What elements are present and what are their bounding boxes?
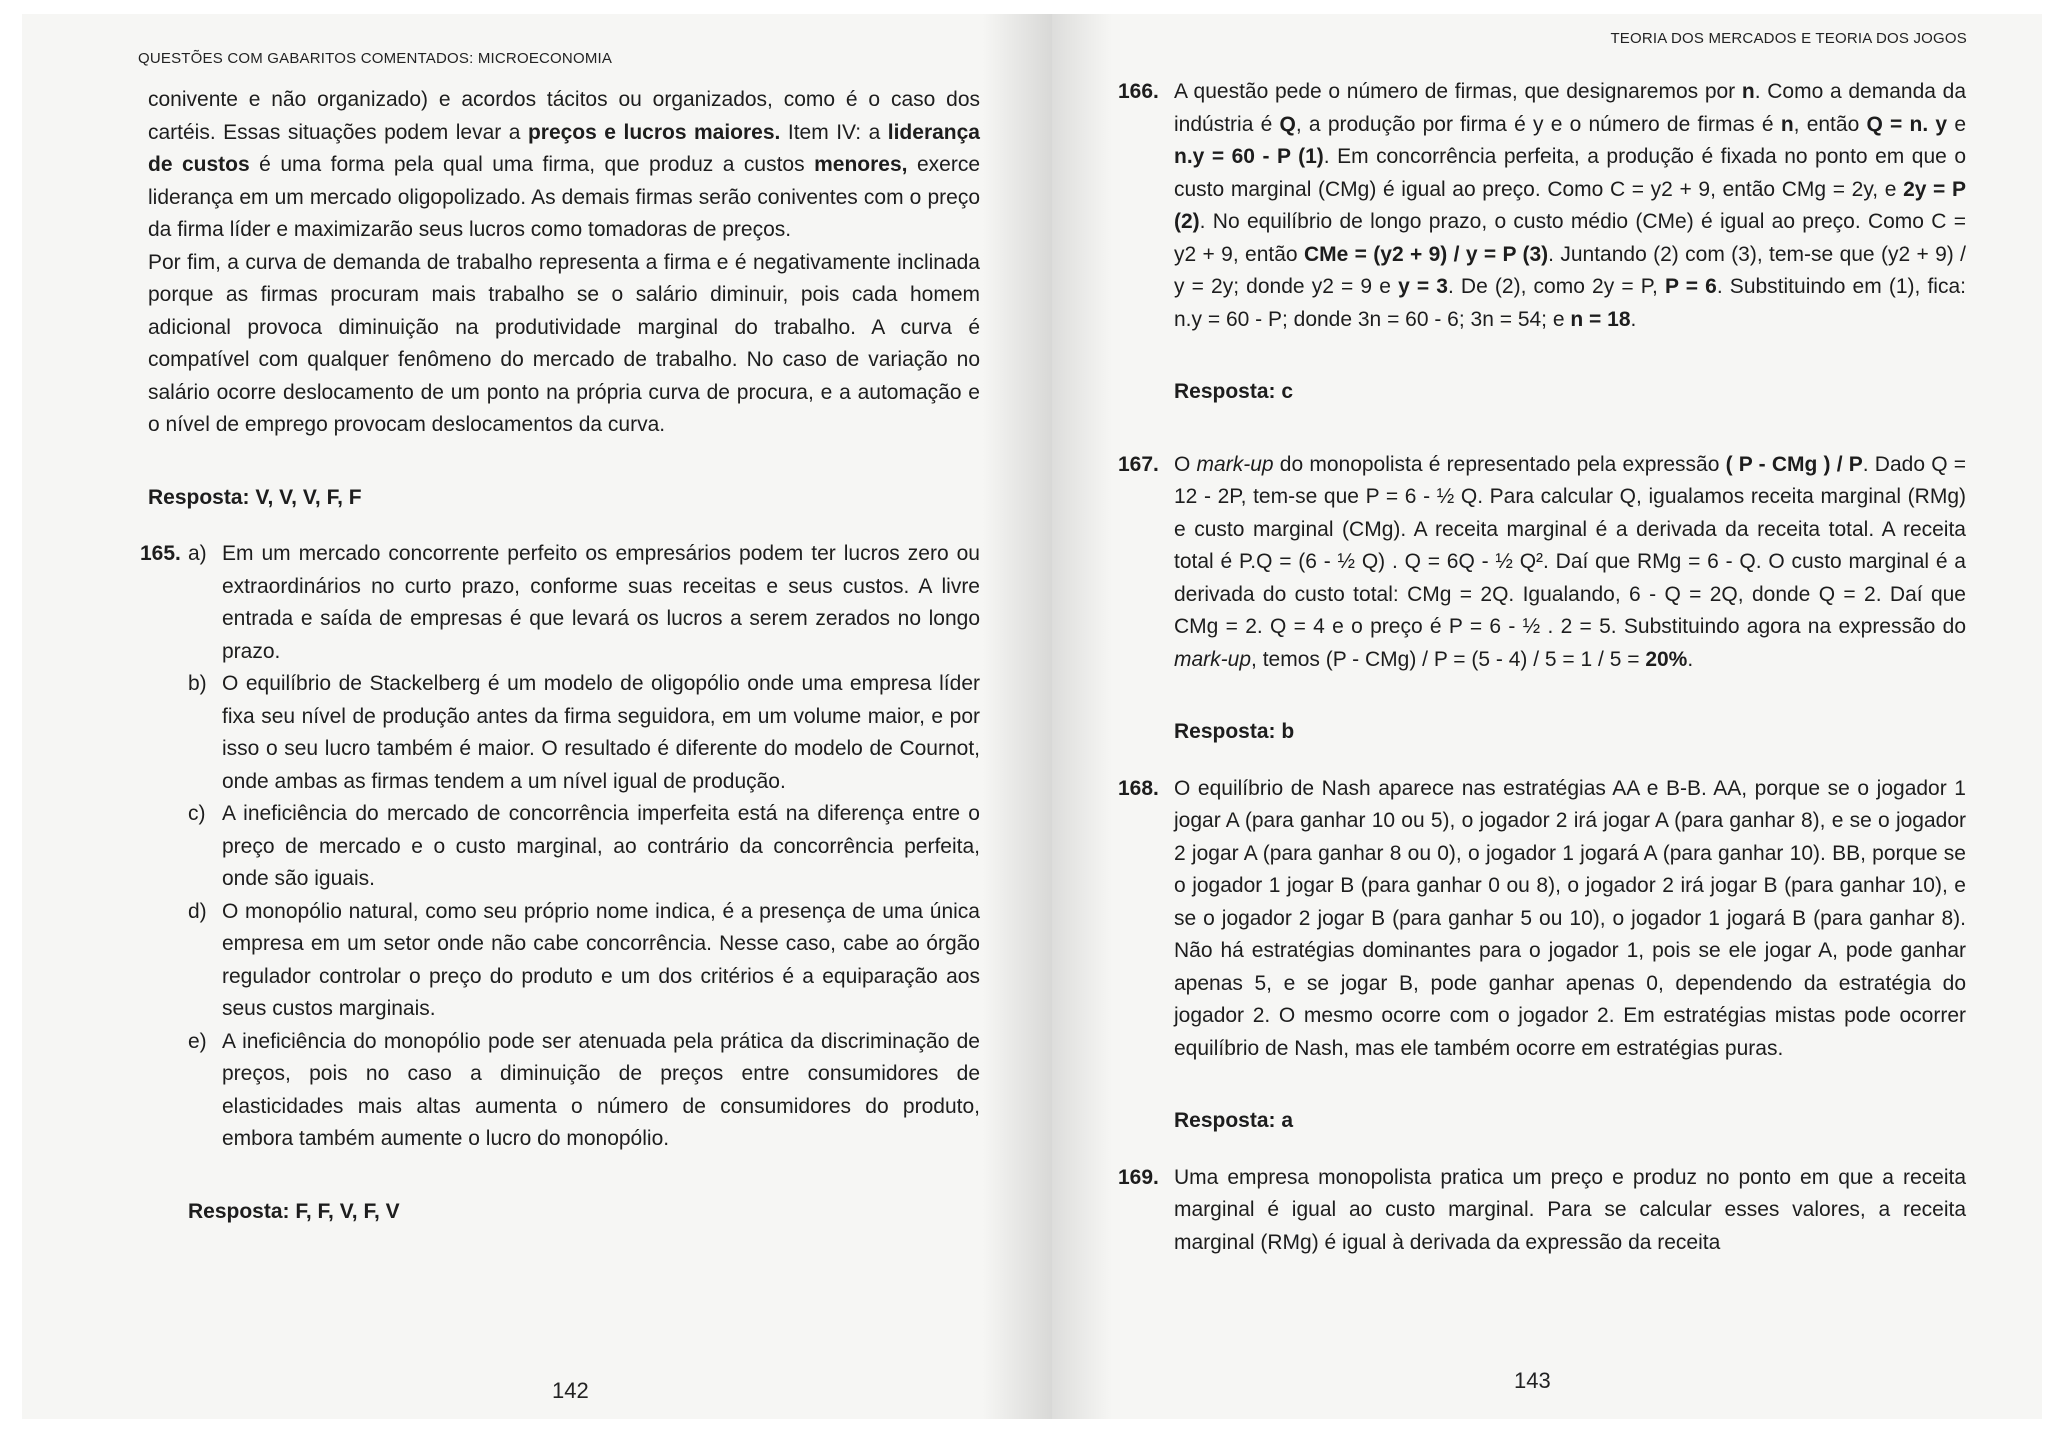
answer-168: Resposta: a [1174,1109,1294,1132]
question-body: Uma empresa monopolista pratica um preço e produz no ponto em que a receita marginal é igual ao custo marginal. Para se calcular esses valores, a receita marginal (RMg) é igual à derivada da expressão da receita [1174,1165,1966,1254]
labor-demand-paragraph: Por fim, a curva de demanda de trabalho representa a firma e é negativamente inclinada porque as firmas procuram mais trabalho se o salário diminuir, pois cada homem adicional provoca diminuição na produtividade marginal do trabalho. A curva é compatível com qualquer fenômeno do mercado de trabalho. No caso de variação no salário ocorre deslocamento de um ponto na própria curva de procura, e a automação e o nível de emprego provocam deslocamentos da curva. [148,250,980,436]
gutter-shadow [1052,14,1112,1419]
left-page [22,14,1052,1419]
item-text: Em um mercado concorrente perfeito os empresários podem ter lucros zero ou extraordinários no curto prazo, conforme suas receitas e seus custos. A livre entrada e saída de empresas é que levará os lucros a serem zerados no longo prazo. [222,542,980,663]
page-number-left: 142 [552,1378,589,1403]
question-168 [1118,773,1966,1066]
running-head-right: TEORIA DOS MERCADOS E TEORIA DOS JOGOS [1610,30,1967,47]
intro-text-1: conivente e não organizado) e acordos tácitos ou organizados, como é o caso dos cartéis. Essas situações podem levar a [148,88,980,144]
right-page [1052,14,2042,1419]
question-number: 166. [1118,80,1159,103]
intro-text-3: é uma forma pela qual uma firma, que produz a custos [249,153,815,176]
question-body: O mark-up do monopolista é representado pela expressão ( P - CMg ) / P. Dado Q = 12 - 2P, tem-se que P = 6 - ½ Q. Para calcular Q, igualamos receita marginal (RMg) e custo marginal (CMg). A receita marginal é a derivada da receita total. A receita total é P.Q = (6 - ½ Q) . Q = 6Q - ½ Q². Daí que RMg = 6 - Q. O custo marginal é a derivada do custo total: CMg = 2Q. Igualando, 6 - Q = 2Q, donde Q = 2. Daí que CMg = 2. Q = 4 e o preço é P = 6 - ½ . 2 = 5. Substituindo agora na expressão do mark-up, temos (P - CMg) / P = (5 - 4) / 5 = 1 / 5 = 20%. [1174,452,1967,671]
answer-165: Resposta: F, F, V, F, V [188,1199,400,1223]
intro-bold-3: menores, [814,153,908,176]
item-text: A ineficiência do mercado de concorrência imperfeita está na diferença entre o preço de mercado e o custo marginal, ao contrário da concorrência perfeita, onde são iguais. [222,802,980,890]
item-label: c) [188,802,206,825]
answer-166: Resposta: c [1174,380,1294,403]
right-page-text [1118,76,1966,1259]
item-text: O monopólio natural, como seu próprio nome indica, é a presença de uma única empresa em um setor onde não cabe concorrência. Nesse caso, cabe ao órgão regulador controlar o preço do produto e um dos critérios é a equiparação aos seus custos marginais. [222,899,980,1020]
page-number-right: 143 [1514,1368,1551,1393]
intro-text-2: Item IV: a [780,120,888,144]
intro-bold-2: liderança de custos [148,120,980,176]
question-169 [1118,1162,1966,1260]
item-label: a) [188,542,207,565]
item-a [188,538,980,668]
item-b [188,668,980,798]
intro-paragraph [148,84,980,247]
answer-164: Resposta: V, V, V, F, F [148,485,362,509]
item-text: O equilíbrio de Stackelberg é um modelo de oligopólio onde uma empresa líder fixa seu nível de produção antes da firma seguidora, em um volume maior, e por isso o seu lucro também é maior. O resultado é diferente do modelo de Cournot, onde ambas as firmas tendem a um nível igual de produção. [222,672,980,793]
question-167 [1118,449,1966,677]
question-number: 165. [140,542,181,565]
item-d [188,896,980,1026]
item-label: b) [188,672,207,695]
running-head-left: QUESTÕES COM GABARITOS COMENTADOS: MICROECONOMIA [138,50,613,67]
question-number: 167. [1118,452,1159,476]
intro-text-4: exerce liderança em um mercado oligopolizado. As demais firmas serão coniventes com o preço da firma líder e maximizarão seus lucros como tomadoras de preços. [148,153,981,241]
answer-167: Resposta: b [1174,720,1295,743]
question-body: A questão pede o número de firmas, que designaremos por n. Como a demanda da indústria é Q, a produção por firma é y e o número de firmas é n, então Q = n. y e n.y = 60 - P (1). Em concorrência perfeita, a produção é fixada no ponto em que o custo marginal (CMg) é igual ao preço. Como C = y2 + 9, então CMg = 2y, e 2y = P (2). No equilíbrio de longo prazo, o custo médio (CMe) é igual ao preço. Como C = y2 + 9, então CMe = (y2 + 9) / y = P (3). Juntando (2) com (3), tem-se que (y2 + 9) / y = 2y; donde y2 = 9 e y = 3. De (2), como 2y = P, P = 6. Substituindo em (1), fica: n.y = 60 - P; donde 3n = 60 - 6; 3n = 54; e n = 18. [1174,80,1967,331]
question-number: 168. [1118,776,1159,800]
intro-bold-1: preços e lucros maiores. [527,120,781,144]
question-number: 169. [1118,1165,1159,1189]
item-label: e) [188,1029,207,1053]
item-label: d) [188,899,207,923]
question-166 [1118,76,1966,336]
left-page-text [140,84,981,1228]
item-e [188,1026,980,1156]
item-c [188,798,980,896]
item-text: A ineficiência do monopólio pode ser atenuada pela prática da discriminação de preços, pois no caso a diminuição de preços entre consumidores de elasticidades mais altas aumenta o número de consumidores do produto, embora também aumente o lucro do monopólio. [222,1029,980,1150]
question-body: O equilíbrio de Nash aparece nas estratégias AA e B-B. AA, porque se o jogador 1 jogar A (para ganhar 10 ou 5), o jogador 2 irá jogar A (para ganhar 8), e se o jogador 2 jogar A (para ganhar 8 ou 0), o jogador 1 jogará A (para ganhar 10). BB, porque se o jogador 1 jogar B (para ganhar 0 ou 8), o jogador 2 irá jogar B (para ganhar 10), e se o jogador 2 jogar B (para ganhar 5 ou 10), o jogador 1 jogará B (para ganhar 8). Não há estratégias dominantes para o jogador 1, pois se ele jogar A, pode ganhar apenas 5, e se jogar B, pode ganhar apenas 0, dependendo da estratégia do jogador 2. O mesmo ocorre com o jogador 2. Em estratégias mistas pode ocorrer equilíbrio de Nash, mas ele também ocorre em estratégias puras. [1174,776,1966,1060]
question-165 [140,538,980,1228]
gutter-shadow [982,14,1052,1419]
